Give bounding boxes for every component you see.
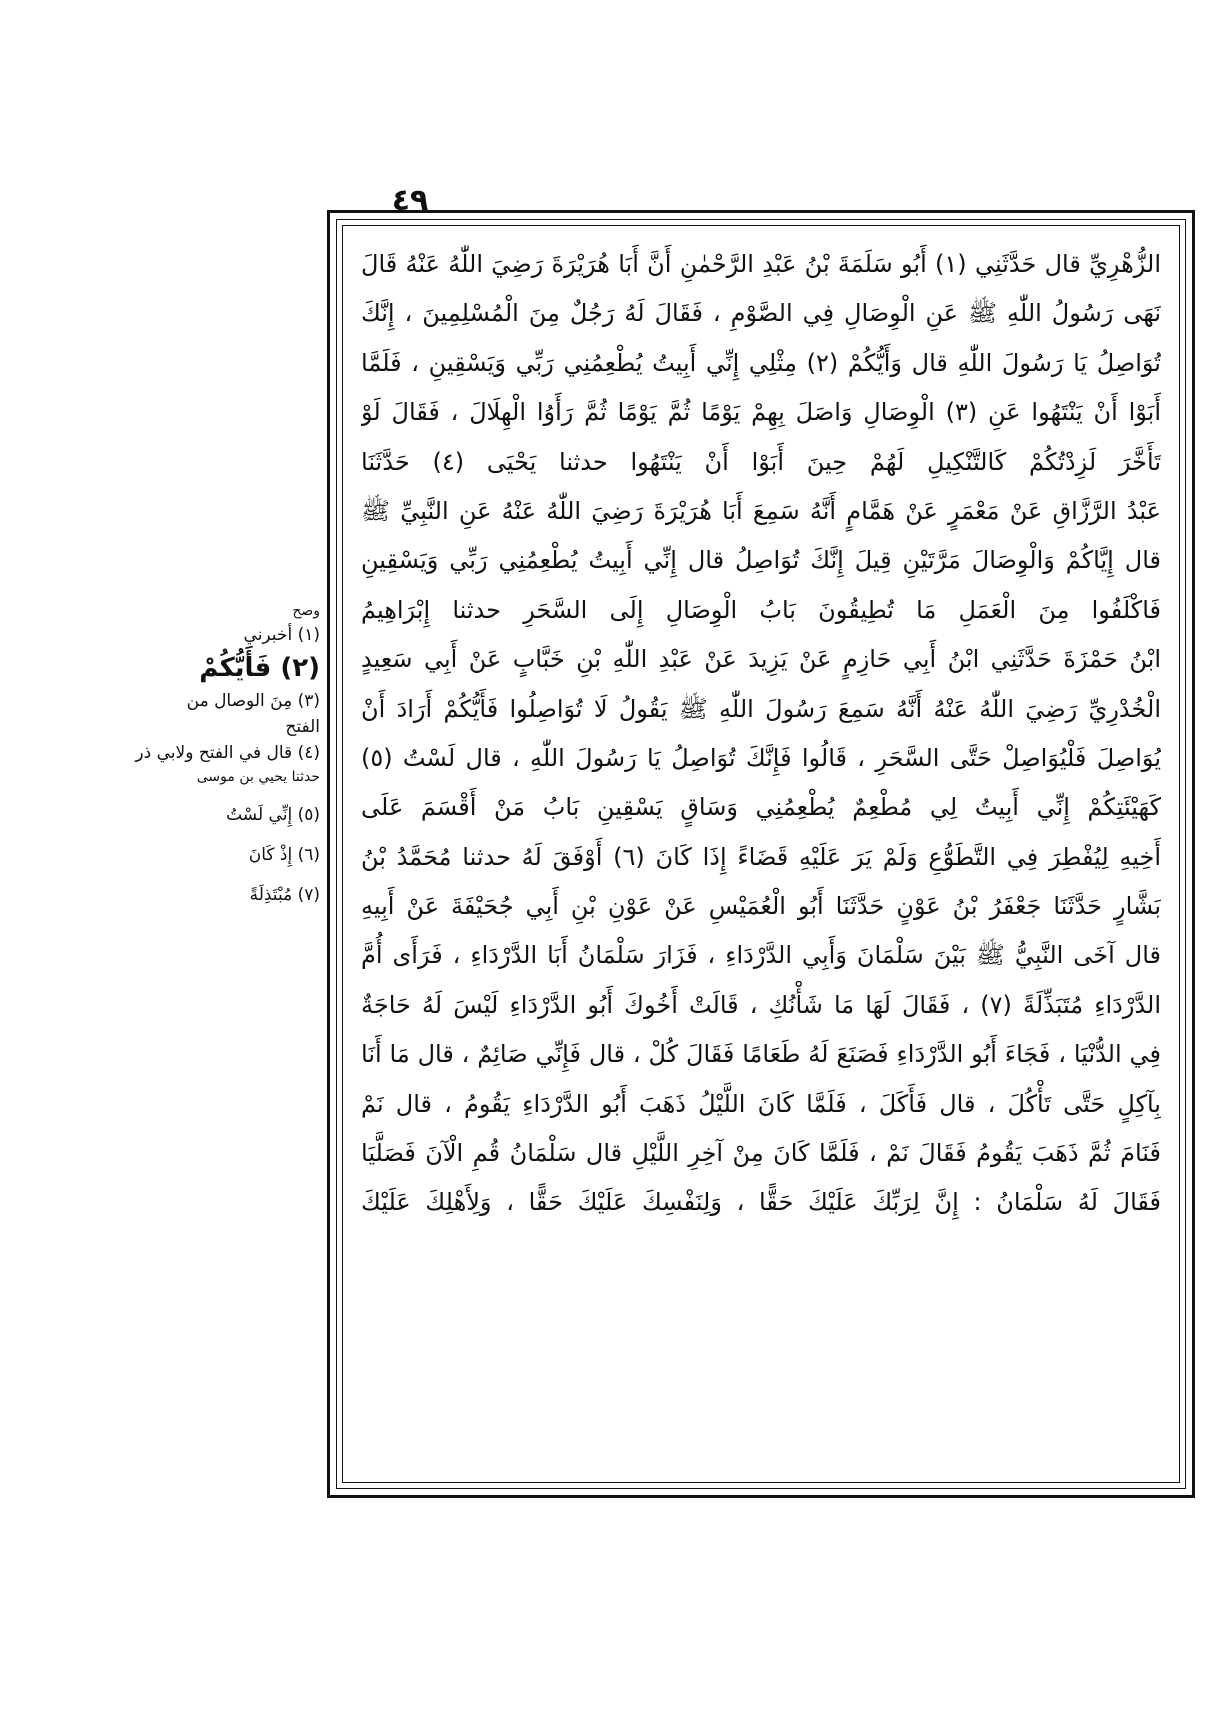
text-line: يُوَاصِلَ فَلْيُوَاصِلْ حَتَّى السَّحَرِ ، قَالُوا فَإِنَّكَ تُوَاصِلُ يَا رَسُولَ اللّٰهِ ، قال لَسْتُ (٥) xyxy=(361,743,1161,772)
text-line: بِآكِلٍ حَتَّى تَأْكُلَ ، قال فَأَكَلَ ، فَلَمَّا كَانَ اللَّيْلُ ذَهَبَ أَبُو الدَّرْدَاءِ يَقُومُ ، قال نَمْ xyxy=(361,1089,1161,1118)
text-line: فِي الدُّنْيَا ، فَجَاءَ أَبُو الدَّرْدَاءِ فَصَنَعَ لَهُ طَعَامًا فَقَالَ كُلْ ، قال فَإِنِّي صَائِمٌ ، قال مَا أَنَا xyxy=(361,1040,1161,1069)
margin-note: الفتح xyxy=(285,717,320,737)
text-line: كَهَيْئَتِكُمْ إِنِّي أَبِيتُ لِي مُطْعِمٌ يُطْعِمُنِي وَسَاقٍ يَسْقِينِ بَابُ مَنْ أَقْسَمَ عَلَى xyxy=(361,793,1161,822)
text-line: أَبَوْا أَنْ يَنْتَهُوا عَنِ (٣) الْوِصَالِ وَاصَلَ بِهِمْ يَوْمًا ثُمَّ يَوْمًا ثُمَّ رَأَوُا الْهِلَالَ ، فَقَالَ لَوْ xyxy=(361,398,1161,427)
text-frame-inner-border xyxy=(336,219,1186,1489)
text-line: فَنَامَ ثُمَّ ذَهَبَ يَقُومُ فَقَالَ نَمْ ، فَلَمَّا كَانَ مِنْ آخِرِ اللَّيْلِ قال سَلْمَانُ قُمِ الْآنَ فَصَلَّيَا xyxy=(361,1139,1161,1168)
text-frame xyxy=(327,210,1195,1498)
margin-note: وصح xyxy=(292,603,320,619)
text-line: تُوَاصِلُ يَا رَسُولَ اللّٰهِ قال وَأَيُّكُمْ (٢) مِثْلِي إِنِّي أَبِيتُ يُطْعِمُنِي رَبِّي وَيَسْقِينِ ، فَلَمَّا xyxy=(361,348,1161,377)
text-line: نَهَى رَسُولُ اللّٰهِ ﷺ عَنِ الْوِصَالِ فِي الصَّوْمِ ، فَقَالَ لَهُ رَجُلٌ مِنَ الْمُسْلِمِينَ ، إِنَّكَ xyxy=(361,299,1161,328)
text-line: أَخِيهِ لِيُفْطِرَ فِي التَّطَوُّعِ وَلَمْ يَرَ عَلَيْهِ قَضَاءً إِذَا كَانَ (٦) أَوْفَقَ لَهُ حدثنا مُحَمَّدُ بْنُ xyxy=(361,842,1161,871)
page-number: ٤٩ xyxy=(391,183,429,218)
text-line: فَاكْلَفُوا مِنَ الْعَمَلِ مَا تُطِيقُونَ بَابُ الْوِصَالِ إِلَى السَّحَرِ حدثنا إِبْرَاهِيمُ xyxy=(361,595,1161,624)
text-line: الدَّرْدَاءِ مُتَبَذِّلَةً (٧) ، فَقَالَ لَهَا مَا شَأْنُكِ ، قَالَتْ أَخُوكَ أَبُو الدَّرْدَاءِ لَيْسَ لَهُ حَاجَةٌ xyxy=(361,990,1161,1019)
margin-note: (٧) مُبْتَذِلَةً xyxy=(249,885,320,905)
text-line: قال إِيَّاكُمْ وَالْوِصَالَ مَرَّتَيْنِ قِيلَ إِنَّكَ تُوَاصِلُ قال إِنِّي أَبِيتُ يُطْعِمُنِي رَبِّي وَيَسْقِينِ xyxy=(361,546,1161,575)
text-line: تَأَخَّرَ لَزِدْتُكُمْ كَالتَّنْكِيلِ لَهُمْ حِينَ أَبَوْا أَنْ يَنْتَهُوا حدثنا يَحْيَى (٤) حَدَّثَنَا xyxy=(361,447,1161,476)
margin-note: (٤) قال في الفتح ولابي ذر xyxy=(135,743,320,763)
text-frame-inner-rule xyxy=(342,225,1180,1483)
text-line: عَبْدُ الرَّزَّاقِ عَنْ مَعْمَرٍ عَنْ هَمَّامٍ أَنَّهُ سَمِعَ أَبَا هُرَيْرَةَ رَضِيَ اللّٰهُ عَنْهُ عَنِ النَّبِيِّ ﷺ xyxy=(361,496,1161,525)
main-text-block xyxy=(361,240,1161,1468)
margin-note: (١) أخبرني xyxy=(243,625,320,645)
text-line: فَقَالَ لَهُ سَلْمَانُ : إِنَّ لِرَبِّكَ عَلَيْكَ حَقًّا ، وَلِنَفْسِكَ عَلَيْكَ حَقًّا ، وَلِأَهْلِكَ عَلَيْكَ xyxy=(361,1188,1161,1217)
margin-note: حدثنا يحيي بن موسى xyxy=(196,769,320,785)
margin-note: (٣) مِنَ الوصال من xyxy=(186,691,320,711)
text-line: ابْنُ حَمْزَةَ حَدَّثَنِي ابْنُ أَبِي حَازِمٍ عَنْ يَزِيدَ عَنْ عَبْدِ اللّٰهِ بْنِ خَبَّابٍ عَنْ أَبِي سَعِيدٍ xyxy=(361,645,1161,674)
text-line: بَشَّارٍ حَدَّثَنَا جَعْفَرُ بْنُ عَوْنٍ حَدَّثَنَا أَبُو الْعُمَيْسِ عَنْ عَوْنِ بْنِ أَبِي جُحَيْفَةَ عَنْ أَبِيهِ xyxy=(361,892,1161,921)
text-line: الْخُدْرِيِّ رَضِيَ اللّٰهُ عَنْهُ أَنَّهُ سَمِعَ رَسُولَ اللّٰهِ ﷺ يَقُولُ لَا تُوَاصِلُوا فَأَيُّكُمْ أَرَادَ أَنْ xyxy=(361,694,1161,723)
text-line: قال آخَى النَّبِيُّ ﷺ بَيْنَ سَلْمَانَ وَأَبِي الدَّرْدَاءِ ، فَزَارَ سَلْمَانُ أَبَا الدَّرْدَاءِ ، فَرَأَى أُمَّ xyxy=(361,941,1161,970)
margin-note: (٢) فَأَيُّكُمْ xyxy=(199,653,320,683)
margin-notes xyxy=(135,600,320,908)
margin-note: (٦) إِذْ كَانَ xyxy=(248,845,320,865)
margin-note: (٥) إِنِّي لَسْتُ xyxy=(226,805,320,825)
text-line: الزُّهْرِيِّ قال حَدَّثَنِي (١) أَبُو سَلَمَةَ بْنُ عَبْدِ الرَّحْمٰنِ أَنَّ أَبَا هُرَيْرَةَ رَضِيَ اللّٰهُ عَنْهُ قَالَ xyxy=(361,250,1161,278)
